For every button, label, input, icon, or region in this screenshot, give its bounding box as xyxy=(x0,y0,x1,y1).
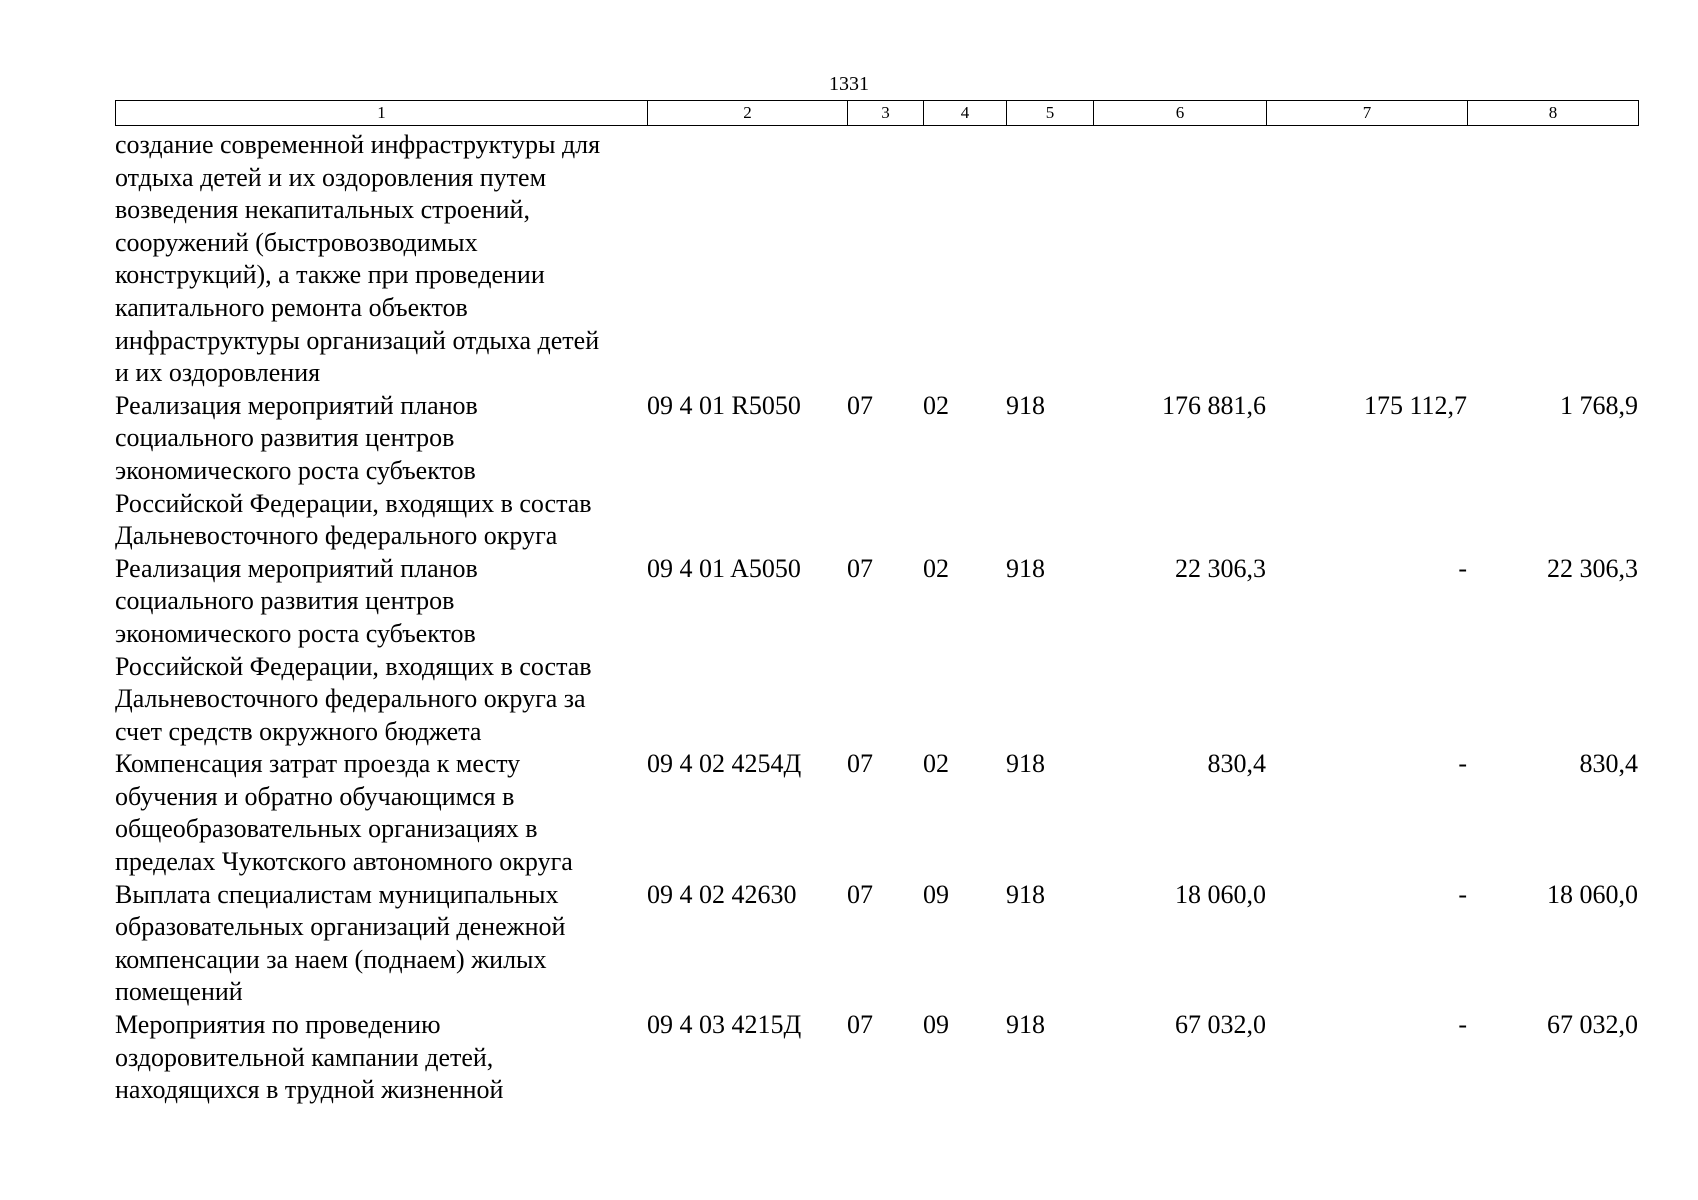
column-header-6: 6 xyxy=(1094,101,1267,126)
item-name-line: Дальневосточного федерального округа xyxy=(115,521,558,551)
table-row xyxy=(115,1009,1638,1107)
item-name-line: Выплата специалистам муниципальных xyxy=(115,879,559,909)
target-article-cell: 09 4 02 42630 xyxy=(647,879,797,909)
item-name-line: экономического роста субъектов xyxy=(115,618,476,648)
item-name-line: находящихся в трудной жизненной xyxy=(115,1075,504,1105)
item-name-line: Российской Федерации, входящих в состав xyxy=(115,651,592,681)
grbs-cell xyxy=(1006,129,1093,390)
federal-amount-cell: - xyxy=(1458,1010,1467,1040)
item-name-line: счет средств окружного бюджета xyxy=(115,716,482,746)
item-name-line: Реализация мероприятий планов xyxy=(115,553,478,583)
target-article-cell: 09 4 02 4254Д xyxy=(647,749,802,779)
total-amount-cell: 67 032,0 xyxy=(1175,1010,1266,1040)
item-name-line: и их оздоровления xyxy=(115,358,321,388)
item-name-line: отдыха детей и их оздоровления путем xyxy=(115,162,547,192)
target-article-cell: 09 4 01 A5050 xyxy=(647,553,801,583)
table-row xyxy=(115,553,1638,749)
item-name-cell xyxy=(115,390,647,553)
subsection-cell: 02 xyxy=(923,553,949,583)
total-amount-cell: 830,4 xyxy=(1207,749,1266,779)
federal-amount-cell: - xyxy=(1458,879,1467,909)
item-name-line: Мероприятия по проведению xyxy=(115,1010,441,1040)
column-header-5: 5 xyxy=(1007,101,1094,126)
district-amount-cell: 22 306,3 xyxy=(1547,553,1638,583)
grbs-cell: 918 xyxy=(1006,390,1045,420)
column-header-4: 4 xyxy=(924,101,1007,126)
column-header-8: 8 xyxy=(1468,101,1639,126)
section-cell: 07 xyxy=(847,1010,873,1040)
item-name-line: социального развития центров xyxy=(115,423,455,453)
item-name-line: возведения некапитальных строений, xyxy=(115,195,530,225)
column-header-1: 1 xyxy=(116,101,648,126)
table-row xyxy=(115,129,1638,390)
page-number: 1331 xyxy=(829,73,869,95)
item-name-line: социального развития центров xyxy=(115,586,455,616)
federal-amount-cell: - xyxy=(1458,749,1467,779)
section-cell xyxy=(847,129,923,390)
subsection-cell: 09 xyxy=(923,1010,949,1040)
subsection-cell: 09 xyxy=(923,879,949,909)
target-article-cell xyxy=(647,129,847,390)
subsection-cell: 02 xyxy=(923,390,949,420)
budget-table xyxy=(115,129,1638,1107)
column-header-row xyxy=(115,100,1639,126)
section-cell: 07 xyxy=(847,553,873,583)
item-name-line: оздоровительной кампании детей, xyxy=(115,1042,494,1072)
item-name-line: обучения и обратно обучающимся в xyxy=(115,781,515,811)
column-header-3: 3 xyxy=(848,101,924,126)
district-amount-cell: 67 032,0 xyxy=(1547,1010,1638,1040)
grbs-cell: 918 xyxy=(1006,749,1045,779)
item-name-line: Дальневосточного федерального округа за xyxy=(115,684,586,714)
item-name-line: пределах Чукотского автономного округа xyxy=(115,847,573,877)
section-cell: 07 xyxy=(847,390,873,420)
item-name-line: капитального ремонта объектов xyxy=(115,292,468,322)
item-name-line: Реализация мероприятий планов xyxy=(115,390,478,420)
total-amount-cell: 18 060,0 xyxy=(1175,879,1266,909)
table-row xyxy=(115,879,1638,1009)
item-name-cell xyxy=(115,1009,647,1107)
item-name-line: Компенсация затрат проезда к месту xyxy=(115,749,521,779)
federal-amount-cell: - xyxy=(1458,553,1467,583)
target-article-cell: 09 4 03 4215Д xyxy=(647,1010,802,1040)
item-name-line: конструкций), а также при проведении xyxy=(115,260,545,290)
item-name-cell xyxy=(115,879,647,1009)
column-header-2: 2 xyxy=(648,101,848,126)
item-name-cell xyxy=(115,553,647,749)
total-amount-cell: 176 881,6 xyxy=(1162,390,1266,420)
total-amount-cell: 22 306,3 xyxy=(1175,553,1266,583)
district-amount-cell: 1 768,9 xyxy=(1560,390,1638,420)
item-name-line: компенсации за наем (поднаем) жилых xyxy=(115,944,547,974)
item-name-line: инфраструктуры организаций отдыха детей xyxy=(115,325,600,355)
grbs-cell: 918 xyxy=(1006,553,1045,583)
item-name-line: Российской Федерации, входящих в состав xyxy=(115,488,592,518)
grbs-cell: 918 xyxy=(1006,1010,1045,1040)
table-row xyxy=(115,748,1638,878)
column-header-7: 7 xyxy=(1267,101,1468,126)
table-row xyxy=(115,390,1638,553)
total-amount-cell xyxy=(1093,129,1266,390)
item-name-line: общеобразовательных организациях в xyxy=(115,814,538,844)
item-name-cell xyxy=(115,129,647,390)
district-amount-cell: 18 060,0 xyxy=(1547,879,1638,909)
item-name-line: экономического роста субъектов xyxy=(115,455,476,485)
item-name-line: помещений xyxy=(115,977,243,1007)
section-cell: 07 xyxy=(847,749,873,779)
item-name-line: сооружений (быстровозводимых xyxy=(115,227,478,257)
district-amount-cell: 830,4 xyxy=(1579,749,1638,779)
district-amount-cell xyxy=(1467,129,1638,390)
federal-amount-cell xyxy=(1266,129,1467,390)
subsection-cell: 02 xyxy=(923,749,949,779)
grbs-cell: 918 xyxy=(1006,879,1045,909)
section-cell: 07 xyxy=(847,879,873,909)
item-name-line: создание современной инфраструктуры для xyxy=(115,130,601,159)
target-article-cell: 09 4 01 R5050 xyxy=(647,390,801,420)
item-name-cell xyxy=(115,748,647,878)
subsection-cell xyxy=(923,129,1006,390)
item-name-line: образовательных организаций денежной xyxy=(115,912,566,942)
federal-amount-cell: 175 112,7 xyxy=(1363,390,1467,420)
